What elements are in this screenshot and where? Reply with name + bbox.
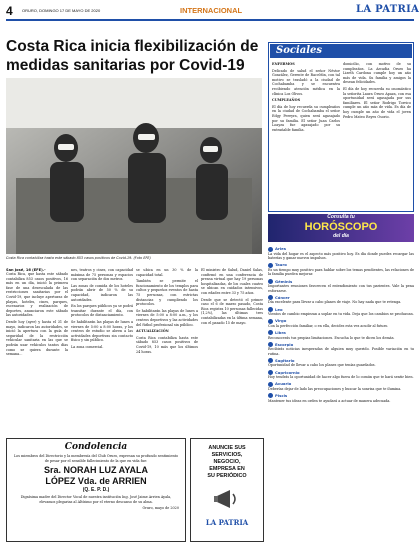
article-paragraph: Se habilitarán las playas de lunes a viernes de 5:00 a 8:00 horas, y los centros de estudio se abren a las actividades deportivas sin contacto físico y sin público. — [71, 319, 133, 343]
zodiac-sign-icon — [268, 330, 273, 335]
header-rule — [6, 19, 414, 21]
zodiac-sign-name: Géminis — [275, 278, 293, 284]
article-headline: Costa Rica inicia flexibilización de medidas sanitarias por Covid-19 — [6, 38, 259, 74]
zodiac-sign-icon — [268, 247, 273, 252]
photo-illustration — [6, 78, 262, 254]
zodiac-sign-name: Cáncer — [275, 294, 290, 300]
zodiac-sign-text: Importantes reuniones favorecen el entendimiento con tus parientes. Vale la pena esforzarse. — [268, 284, 414, 293]
article-paragraph: En los parques públicos ya se podrá transitar durante el día, con protocolos de distanciamiento. — [71, 304, 133, 318]
article-paragraph: Costa Rica, que hasta este sábado contabiliza 853 casos positivos, 16 más en un día, inició la primera fase de una desescalada de las restricciones sanitarias por el Covid-19, que incluye aperturas de playas, hoteles, cines, parques, escenarios y realización de deportes, anunciaron este sábado las autoridades. — [6, 272, 68, 318]
horoscope-entry — [268, 279, 414, 294]
condolence-outro: Dignísima madre del Director Vocal de nuestra institución Ing. José Jaime Arrien Ayala, elevamos plegarias al Altísimo por el eterno descanso de su alma. — [20, 495, 172, 504]
condolence-notice — [6, 438, 186, 542]
zodiac-sign-name: Sagitario — [275, 357, 295, 363]
rip-label: (Q. E. P. D.) — [82, 487, 110, 494]
zodiac-sign-icon — [268, 319, 273, 324]
article-paragraph: Desde que se detectó el primer caso el 6 de marzo pasado, Costa Rica registra 10 personas fallecidas (1,2%), las últimas tres contabilizadas en la última semana, con el pasado 15 de mayo. — [201, 297, 263, 325]
article-paragraph: Costa Rica contabiliza hasta este sábado 853 casos positivos de Covid-19, 10 más que los últimos 24 horas. — [136, 335, 198, 354]
condolence-intro: Los miembros del Directorio y la membresía del Club Oruro, expresan su profundo sentimiento de pesar por el sensible fallecimiento de la que en vida fue: — [13, 454, 179, 463]
social-text: El día de hoy recuerda su onomástico la señorita Laura Oruro Apaza, con esa oportunidad será agasajada por sus familiares. El señor Rodrigo Torrico cumple un año más de vida. Es día de hoy cumple un año de vida el joven Pedro Mateo Reyes Osorio. — [343, 86, 411, 119]
article-paragraph: La zona comercial. — [71, 344, 104, 349]
zodiac-sign-name: Virgo — [275, 318, 287, 324]
dateline: San José, 16 (EFE).- — [6, 268, 46, 272]
zodiac-sign-name: Leo — [275, 306, 283, 312]
zodiac-sign-name: Aries — [275, 246, 286, 251]
horoscope-entry — [268, 358, 414, 368]
zodiac-sign-name: Capricornio — [275, 369, 300, 375]
zodiac-sign-text: Con la perfección familiar, o en ella, decides esta vez acudir al futuro. — [268, 323, 389, 328]
newspaper-logo: LA PATRIA — [356, 4, 420, 15]
article-column-4 — [201, 268, 263, 436]
horoscope-entry — [268, 307, 414, 317]
article-paragraph: se ubica en un 30 % de la capacidad total. — [136, 268, 198, 277]
condolence-place: Oruro, mayo de 2020 — [142, 506, 179, 511]
social-text: El día de hoy recuerda su cumpleaños en la ciudad de Cochabamba el señor Edgy Pereyra, quien será agasajado por su familia. El señor Juan Carlos Loayza fue agasajado por su entrañable familia. — [272, 104, 340, 132]
horoscope-entry — [268, 318, 414, 328]
zodiac-sign-name: Tauro — [275, 262, 287, 268]
article-paragraph: Desde hoy (ayer) y hasta el 31 de mayo, indicaron las autoridades, se inició la apertura con la guía de seguridad de la restricción vehicular sanitaria en las que se podrán usar vehículos tantos días como se quiera durante la semana... — [6, 319, 68, 357]
sociales-column-1 — [272, 62, 340, 210]
zodiac-sign-text: Deberías dejar de lado las preocupaciones y buscar la sonrisa que te ilumina. — [268, 386, 402, 391]
horoscope-banner-line3: del día — [333, 233, 349, 239]
horoscope-banner-line1: Consulta tu — [327, 214, 355, 220]
horoscope-entry — [268, 393, 414, 403]
social-text: domicilio, con motivo de su cumpleaños. La Arcadia Oruro ha Lizeth Cardona cumple hoy un año más de vida. Su familia y amigos la desean felicidades. — [343, 62, 411, 85]
horoscope-entry — [268, 342, 414, 357]
ad-line: NEGOCIO, — [213, 459, 241, 465]
zodiac-sign-text: Mantener tus ideas en orden te ayudará a actuar de manera adecuada. — [268, 398, 391, 403]
subheading: ACTUALIZACIÓN — [136, 329, 169, 334]
ad-line: SU PERIÓDICO — [207, 473, 247, 479]
header-date: ORURO, DOMINGO 17 DE MAYO DE 2020 — [22, 8, 101, 13]
article-photo — [6, 78, 262, 254]
ad-line: ANUNCIE SUS — [208, 445, 246, 451]
article-paragraph: Las zonas de comida de los hoteles podrán abrir de 50 % de su capacidad, indicaron las autoridades. — [71, 283, 133, 302]
zodiac-sign-name: Escorpio — [275, 341, 294, 347]
sociales-column-2 — [343, 62, 411, 210]
horoscope-entry — [268, 330, 414, 340]
article-paragraph: nes, teatros y cines, con capacidad máxima de 75 personas y espacios con separación de dos metros. — [71, 268, 133, 282]
horoscope-banner — [268, 214, 414, 242]
article-paragraph: Se habilitarán las playas de lunes a viernes de 5:00 a 8:00 a.m., y los centros deportivos y las actividades del fútbol profesional sin público. — [136, 308, 198, 327]
newspaper-ad — [190, 438, 264, 542]
horoscope-entry — [268, 246, 414, 261]
zodiac-sign-text: Vientos de cambio empiezan a soplar en tu vida. Deja que los cambios se produzcan. — [268, 312, 414, 317]
sociales-title: Sociales — [270, 44, 412, 58]
zodiac-sign-text: Día excelente para llevar a cabo planes de viaje. No hay nada que te retenga. — [268, 300, 402, 305]
horoscope-entry — [268, 381, 414, 391]
zodiac-sign-name: Libra — [275, 329, 286, 335]
article-paragraph: El ministro de Salud, Daniel Salas, confirmó en una conferencia de prensa virtual que hay 19 personas hospitalizadas, de los cuales cuatro se ubican en cuidados intensivos, con edades entre 33 y 75 años. — [201, 268, 263, 295]
horoscope-banner-line2: HORÓSCOPO — [304, 221, 378, 233]
horoscope-list — [268, 246, 414, 540]
deceased-name-line2: LÓPEZ Vda. de ARRIEN — [45, 476, 147, 487]
article-paragraph: También se permite el funcionamiento de los templos para cultos y pequeños eventos de hasta 75 personas, con estrictas distancias y cumpliendo los protocolos. — [136, 279, 198, 307]
zodiac-sign-text: Recibirás noticias inesperadas de alguien muy querido. Posible variación en tu rutina. — [268, 347, 414, 356]
ad-text — [191, 445, 263, 480]
zodiac-sign-name: Piscis — [275, 392, 288, 398]
page-number: 4 — [6, 4, 13, 18]
condolence-title: Condolencia — [64, 442, 128, 452]
zodiac-sign-text: Reconocerás tus propias limitaciones. Escucha lo que te dicen los demás. — [268, 335, 395, 340]
ad-paper-logo: LA PATRIA — [205, 518, 249, 527]
article-column-3 — [136, 268, 198, 436]
deceased-name-line1: Sra. NORAH LUZ AYALA — [43, 465, 149, 476]
horoscope-entry — [268, 262, 414, 277]
horoscope-entry — [268, 295, 414, 305]
zodiac-sign-text: Hoy tendrás la oportunidad de hacer algo fuera de lo común que te hará sentir bien. — [268, 375, 414, 380]
zodiac-sign-text: Oportunidad de llevar a cabo los planes que tenías guardados. — [268, 363, 376, 368]
zodiac-sign-text: La vida del hogar es el aspecto más positivo hoy. Es día donde puedes recargar las baterías y ganar nuevos impulsos. — [268, 251, 414, 261]
zodiac-sign-icon — [268, 393, 273, 398]
zodiac-sign-text: Es un tiempo muy positivo para hablar sobre los temas pendientes, las relaciones de la familia pueden mejorar. — [268, 267, 414, 277]
horoscope-entry — [268, 370, 414, 380]
section-title: INTERNACIONAL — [180, 6, 243, 15]
zodiac-sign-name: Acuario — [275, 381, 292, 387]
social-heading: ENFERMOS — [272, 62, 295, 66]
ad-line: SERVICIOS, — [211, 452, 243, 458]
ad-line: EMPRESA EN — [209, 466, 245, 472]
photo-caption: Costa Rica contabiliza hasta este sábado 853 casos positivos de Covid-19. (Foto EFE) — [6, 256, 151, 260]
social-heading: CUMPLEAÑOS — [272, 98, 301, 103]
megaphone-icon — [212, 484, 242, 514]
social-text: Delicado de salud el señor Néstor González, Gerente de RaceMin, con tal motivo se trasladó a la ciudad de Cochabamba y se encuentra recibiendo atención médica en la clínica Los Olivos. — [272, 68, 340, 96]
